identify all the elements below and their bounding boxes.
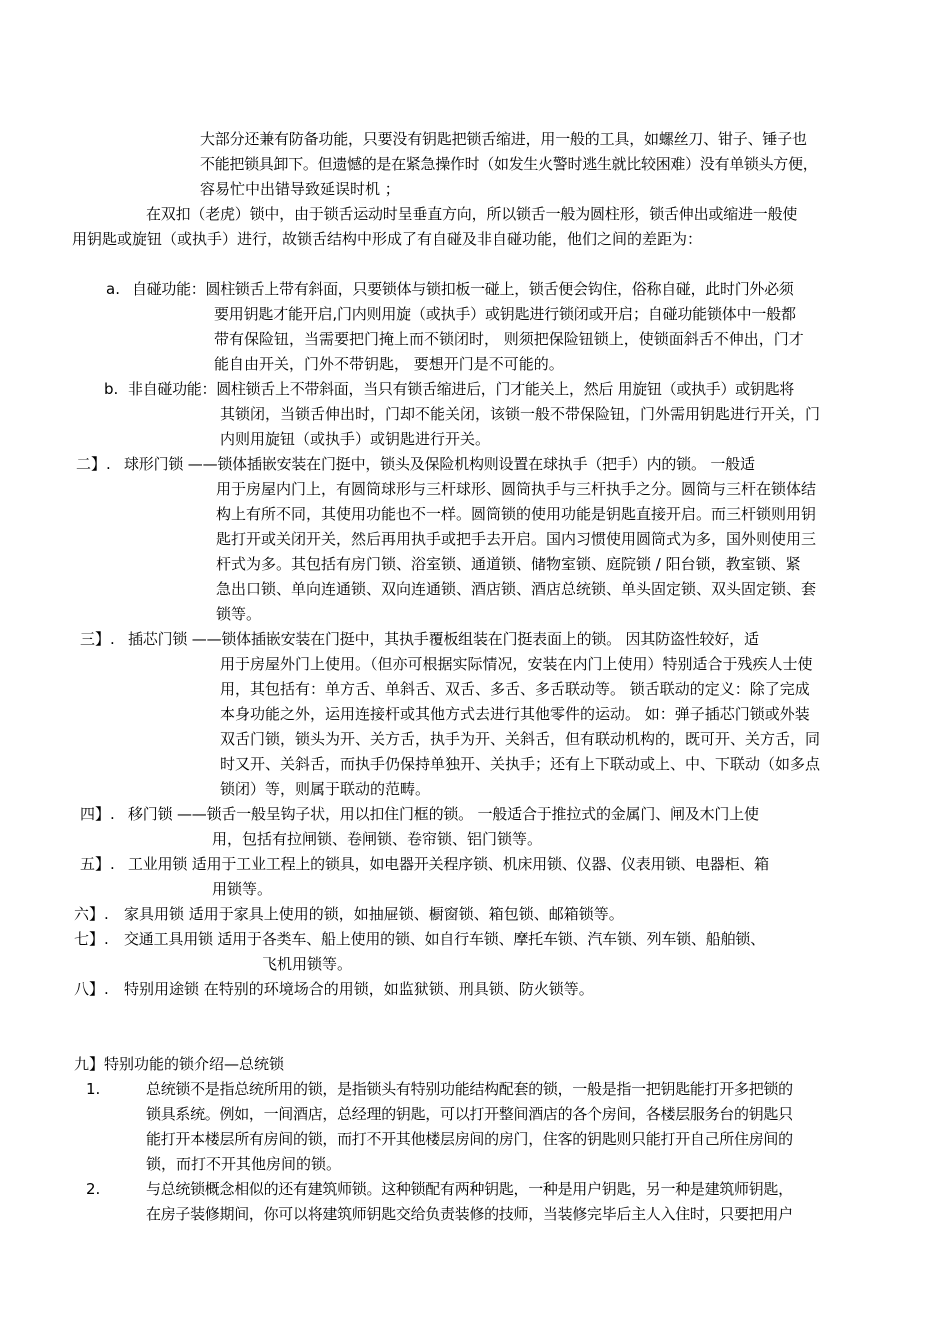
text-line: 特别用途锁 在特别的环境场合的用锁，如监狱锁、刑具锁、防火锁等。 bbox=[124, 980, 594, 998]
section-label: 七】. bbox=[74, 930, 109, 948]
section-label: 六】. bbox=[74, 905, 109, 923]
text-line: 用于房屋外门上使用。（但亦可根据实际情况，安装在内门上使用）特别适合于残疾人士使 bbox=[220, 655, 813, 673]
text-line: 在房子装修期间，你可以将建筑师钥匙交给负责装修的技师，当装修完毕后主人入住时，只要把用户 bbox=[146, 1205, 793, 1223]
section-label: 四】. bbox=[80, 805, 115, 823]
text-line: 用，包括有拉闸锁、卷闸锁、卷帘锁、铝门锁等。 bbox=[212, 830, 543, 848]
text-line: 不能把锁具卸下。但遗憾的是在紧急操作时（如发生火警时逃生就比较困难）没有单锁头方便， bbox=[200, 155, 818, 173]
text-line: 在双扣（老虎）锁中，由于锁舌运动时呈垂直方向，所以锁舌一般为圆柱形，锁舌伸出或缩进一般使 bbox=[146, 205, 798, 223]
text-line: 能自由开关，门外不带钥匙， 要想开门是不可能的。 bbox=[214, 355, 564, 373]
item-number: 1. bbox=[86, 1080, 101, 1098]
text-line: 能打开本楼层所有房间的锁，而打不开其他楼层房间的房门，住客的钥匙则只能打开自己所住房间的 bbox=[146, 1130, 793, 1148]
text-line: 锁，而打不开其他房间的锁。 bbox=[146, 1155, 342, 1173]
text-line: 交通工具用锁 适用于各类车、船上使用的锁、如自行车锁、摩托车锁、汽车锁、列车锁、船舶锁、 bbox=[124, 930, 765, 948]
item-number: 2. bbox=[86, 1180, 101, 1198]
text-line: 杆式为多。其包括有房门锁、浴室锁、通道锁、储物室锁、庭院锁 / 阳台锁，教室锁、紧 bbox=[216, 555, 801, 573]
text-line: 非自碰功能：圆柱锁舌上不带斜面，当只有锁舌缩进后，门才能关上，然后 用旋钮（或执手）或钥匙将 bbox=[128, 380, 794, 398]
text-line: 锁闭）等，则属于联动的范畴。 bbox=[220, 780, 431, 798]
text-line: 用，其包括有：单方舌、单斜舌、双舌、多舌、多舌联动等。 锁舌联动的定义：除了完成 bbox=[220, 680, 810, 698]
text-line: 球形门锁 ——锁体插嵌安装在门挺中，锁头及保险机构则设置在球执手（把手）内的锁。 一般适 bbox=[124, 455, 755, 473]
text-line: 用钥匙或旋钮（或执手）进行，故锁舌结构中形成了有自碰及非自碰功能，他们之间的差距为： bbox=[72, 230, 703, 248]
text-line: 双舌门锁，锁头为开、关方舌，执手为开、关斜舌，但有联动机构的，既可开、关方舌，同 bbox=[220, 730, 821, 748]
item-label: b. bbox=[104, 380, 119, 398]
text-line: 急出口锁、单向连通锁、双向连通锁、酒店锁、酒店总统锁、单头固定锁、双头固定锁、套 bbox=[216, 580, 817, 598]
section-label: 五】. bbox=[80, 855, 115, 873]
section-label: 二】. bbox=[76, 455, 111, 473]
text-line: 大部分还兼有防备功能，只要没有钥匙把锁舌缩进，用一般的工具，如螺丝刀、钳子、锤子也 bbox=[200, 130, 807, 148]
section-heading: 九】特别功能的锁介绍—总统锁 bbox=[74, 1055, 285, 1073]
text-line: 飞机用锁等。 bbox=[262, 955, 353, 973]
text-line: 锁具系统。例如，一间酒店，总经理的钥匙，可以打开整间酒店的各个房间，各楼层服务台的钥匙只 bbox=[146, 1105, 793, 1123]
text-line: 移门锁 ——锁舌一般呈钩子状，用以扣住门框的锁。 一般适合于推拉式的金属门、闸及木门上使 bbox=[128, 805, 759, 823]
text-line: 带有保险钮，当需要把门掩上而不锁闭时， 则须把保险钮锁上，使锁面斜舌不伸出，门才 bbox=[214, 330, 804, 348]
text-line: 总统锁不是指总统所用的锁，是指锁头有特别功能结构配套的锁，一般是指一把钥匙能打开多把锁的 bbox=[146, 1080, 793, 1098]
text-line: 锁等。 bbox=[216, 605, 262, 623]
text-line: 要用钥匙才能开启,门内则用旋（或执手）或钥匙进行锁闭或开启；自碰功能锁体中一般都 bbox=[214, 305, 796, 323]
text-line: 容易忙中出错导致延误时机 ； bbox=[200, 180, 400, 198]
text-line: 其锁闭，当锁舌伸出时，门却不能关闭，该锁一般不带保险钮，门外需用钥匙进行开关，门 bbox=[220, 405, 821, 423]
section-label: 三】. bbox=[80, 630, 115, 648]
text-line: 自碰功能：圆柱锁舌上带有斜面，只要锁体与锁扣板一碰上，锁舌便会钩住，俗称自碰，此时门外必须 bbox=[132, 280, 794, 298]
text-line: 构上有所不同，其使用功能也不一样。圆筒锁的使用功能是钥匙直接开启。而三杆锁则用钥 bbox=[216, 505, 817, 523]
section-label: 八】. bbox=[74, 980, 109, 998]
text-line: 工业用锁 适用于工业工程上的锁具，如电器开关程序锁、机床用锁、仪器、仪表用锁、电器柜、箱 bbox=[128, 855, 769, 873]
text-line: 用于房屋内门上，有圆筒球形与三杆球形、圆筒执手与三杆执手之分。圆筒与三杆在锁体结 bbox=[216, 480, 817, 498]
text-line: 内则用旋钮（或执手）或钥匙进行开关。 bbox=[220, 430, 491, 448]
item-label: a. bbox=[106, 280, 120, 298]
text-line: 与总统锁概念相似的还有建筑师锁。这种锁配有两种钥匙，一种是用户钥匙，另一种是建筑师钥匙， bbox=[146, 1180, 793, 1198]
text-line: 匙打开或关闭开关，然后再用执手或把手去开启。国内习惯使用圆筒式为多，国外则使用三 bbox=[216, 530, 817, 548]
text-line: 插芯门锁 ——锁体插嵌安装在门挺中，其执手覆板组装在门挺表面上的锁。 因其防盗性较好，适 bbox=[128, 630, 759, 648]
text-line: 用锁等。 bbox=[212, 880, 273, 898]
text-line: 时又开、关斜舌，而执手仍保持单独开、关执手；还有上下联动或上、中、下联动（如多点 bbox=[220, 755, 821, 773]
text-line: 本身功能之外，运用连接杆或其他方式去进行其他零件的运动。 如：弹子插芯门锁或外装 bbox=[220, 705, 810, 723]
text-line: 家具用锁 适用于家具上使用的锁，如抽屉锁、橱窗锁、箱包锁、邮箱锁等。 bbox=[124, 905, 624, 923]
